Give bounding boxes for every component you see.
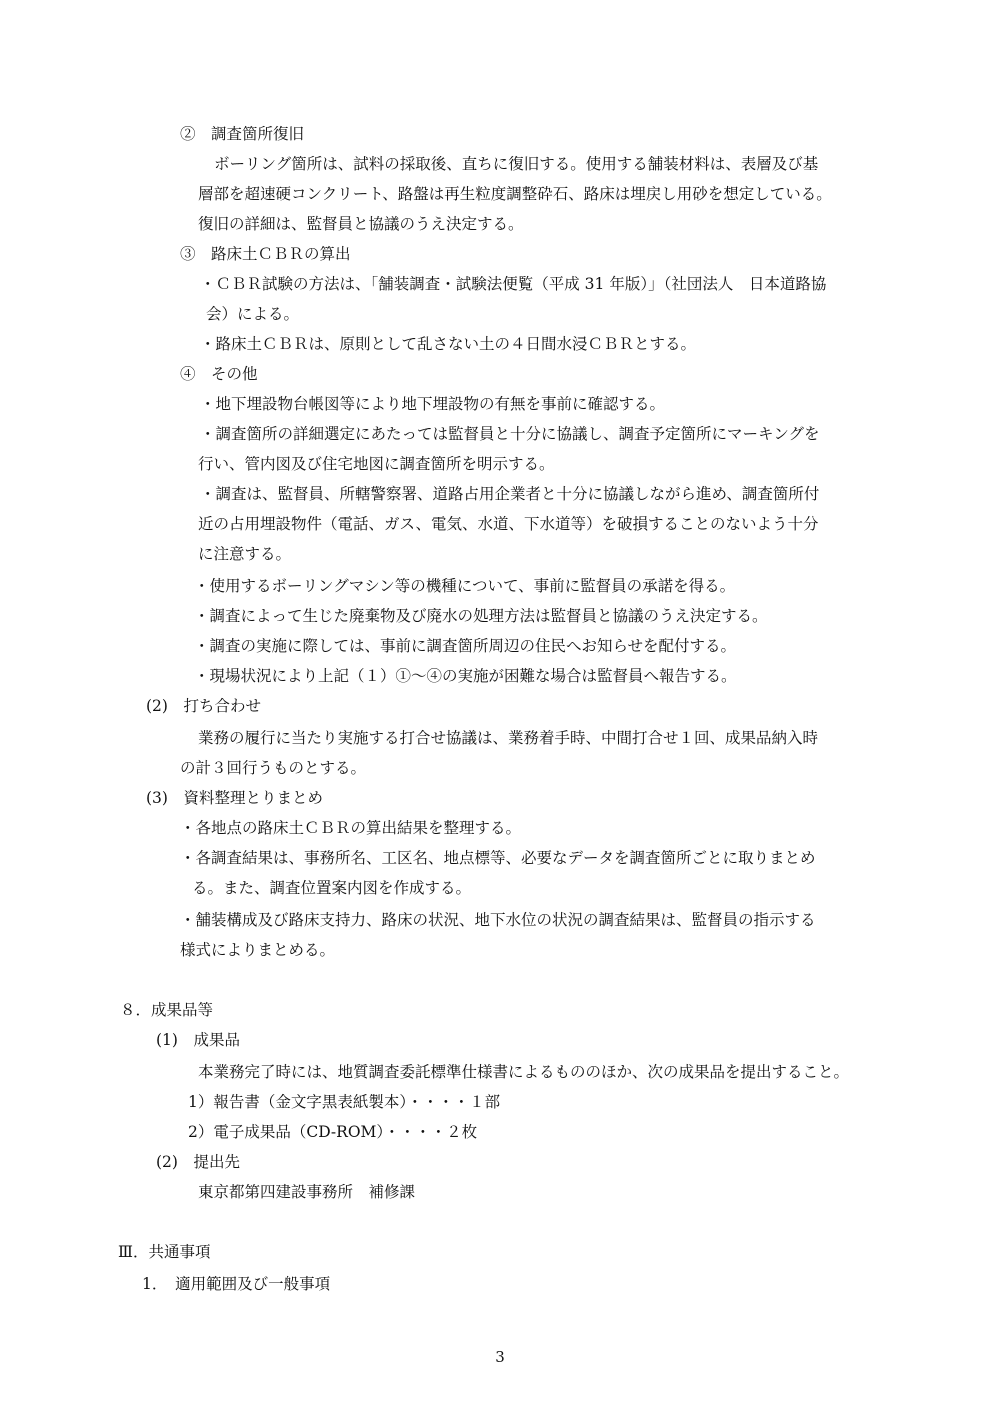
- submission-destination: 東京都第四建設事務所 補修課: [198, 1183, 416, 1201]
- deliverable-item-1: 1）報告書（金文字黒表紙製本）・・・・１部: [188, 1093, 501, 1111]
- section2-para-line-1: 業務の履行に当たり実施する打合せ協議は、業務着手時、中間打合せ１回、成果品納入時: [198, 729, 819, 747]
- item4-heading: ④ その他: [180, 365, 258, 383]
- common-heading: Ⅲ．共通事項: [118, 1243, 211, 1261]
- item3-bullet-1-cont: 会）による。: [206, 305, 300, 323]
- common-sub1-heading: 1． 適用範囲及び一般事項: [142, 1275, 331, 1293]
- item2-heading: ② 調査箇所復旧: [180, 125, 305, 143]
- item3-bullet-2: ・路床土ＣＢＲは、原則として乱さない土の４日間水浸ＣＢＲとする。: [200, 335, 697, 353]
- item4-line-3: 行い、管内図及び住宅地図に調査箇所を明示する。: [198, 455, 555, 473]
- item2-para-line-1: ボーリング箇所は、試料の採取後、直ちに復旧する。使用する舗装材料は、表層及び基: [214, 155, 819, 173]
- deliverables-sub2-heading: (2) 提出先: [156, 1153, 240, 1171]
- section3-line-5: 様式によりまとめる。: [180, 941, 336, 959]
- item3-heading: ③ 路床土ＣＢＲの算出: [180, 245, 351, 263]
- page-number: 3: [495, 1348, 505, 1366]
- section3-line-1: ・各地点の路床土ＣＢＲの算出結果を整理する。: [180, 819, 522, 837]
- item4-line-2: ・調査箇所の詳細選定にあたっては監督員と十分に協議し、調査予定箇所にマーキングを: [200, 425, 820, 443]
- deliverables-intro: 本業務完了時には、地質調査委託標準仕様書によるもののほか、次の成果品を提出すること。: [198, 1063, 850, 1081]
- item4-line-7: ・使用するボーリングマシン等の機種について、事前に監督員の承諾を得る。: [194, 577, 736, 595]
- item4-line-4: ・調査は、監督員、所轄警察署、道路占用企業者と十分に協議しながら進め、調査箇所付: [200, 485, 820, 503]
- section3-line-4: ・舗装構成及び路床支持力、路床の状況、地下水位の状況の調査結果は、監督員の指示する: [180, 911, 816, 929]
- deliverable-item-2: 2）電子成果品（CD-ROM）・・・・２枚: [188, 1123, 478, 1141]
- deliverables-sub1-heading: (1) 成果品: [156, 1031, 240, 1049]
- item4-line-5: 近の占用埋設物件（電話、ガス、電気、水道、下水道等）を破損することのないよう十分: [198, 515, 819, 533]
- item4-line-1: ・地下埋設物台帳図等により地下埋設物の有無を事前に確認する。: [200, 395, 666, 413]
- section3-line-3: る。また、調査位置案内図を作成する。: [192, 879, 472, 897]
- item4-line-10: ・現場状況により上記（１）①～④の実施が困難な場合は監督員へ報告する。: [194, 667, 737, 685]
- section2-heading: (2) 打ち合わせ: [146, 697, 261, 715]
- item2-para-line-3: 復旧の詳細は、監督員と協議のうえ決定する。: [198, 215, 524, 233]
- section2-para-line-2: の計３回行うものとする。: [180, 759, 367, 777]
- item2-para-line-2: 層部を超速硬コンクリート、路盤は再生粒度調整砕石、路床は埋戻し用砂を想定している。: [198, 185, 832, 203]
- section3-line-2: ・各調査結果は、事務所名、工区名、地点標等、必要なデータを調査箇所ごとに取りまとめ: [180, 849, 816, 867]
- item3-bullet-1: ・ＣＢＲ試験の方法は、「舗装調査・試験法便覧（平成 31 年版）」（社団法人 日本道路協: [200, 275, 827, 293]
- deliverables-heading: ８．成果品等: [120, 1001, 214, 1019]
- section3-heading: (3) 資料整理とりまとめ: [146, 789, 323, 807]
- item4-line-9: ・調査の実施に際しては、事前に調査箇所周辺の住民へお知らせを配付する。: [194, 637, 737, 655]
- item4-line-6: に注意する。: [198, 545, 292, 563]
- item4-line-8: ・調査によって生じた廃棄物及び廃水の処理方法は監督員と協議のうえ決定する。: [194, 607, 768, 625]
